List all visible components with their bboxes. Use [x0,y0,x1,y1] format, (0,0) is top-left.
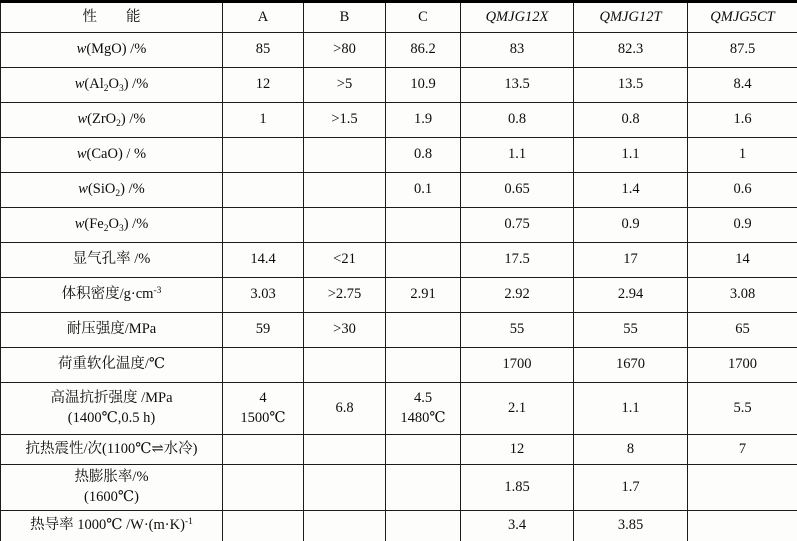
value-cell [688,511,797,541]
value-cell [304,208,386,243]
value-cell [223,465,304,511]
value-cell: 4.5 1480℃ [386,383,461,435]
value-cell [223,138,304,173]
value-cell: 1.1 [574,138,688,173]
table-row-5 [1,208,797,243]
value-cell: 3.85 [574,511,688,541]
value-cell: 1.7 [574,465,688,511]
value-cell: 83 [461,33,574,68]
value-cell: 86.2 [386,33,461,68]
value-cell: 5.5 [688,383,797,435]
row-label: w(SiO$_2$) /% [1,173,223,208]
table-row-3 [1,138,797,173]
value-cell: 14 [688,243,797,278]
value-cell: 1700 [688,348,797,383]
value-cell: 2.1 [461,383,574,435]
value-cell: 2.94 [574,278,688,313]
table-row-1 [1,68,797,103]
row-label: 荷重软化温度/℃ [1,348,223,383]
header-cell-6: QMJG5CT [688,2,797,33]
value-cell: 1.6 [688,103,797,138]
header-cell-3: C [386,2,461,33]
row-label: 热导率 1000℃ $/W\cdot(m\cdot K)^{-1}$ [1,511,223,541]
header-cell-4: QMJG12X [461,2,574,33]
value-cell: 12 [461,435,574,465]
value-cell: >1.5 [304,103,386,138]
row-label: 体积密度$/g\cdot cm^{-3}$ [1,278,223,313]
header-cell-0: 性 能 [1,2,223,33]
value-cell: 4 1500℃ [223,383,304,435]
value-cell: 14.4 [223,243,304,278]
value-cell: 10.9 [386,68,461,103]
value-cell: 1.4 [574,173,688,208]
row-label: w(CaO) / % [1,138,223,173]
row-label: $w(Fe_2O_3)$ /% [1,208,223,243]
value-cell: 65 [688,313,797,348]
value-cell: 85 [223,33,304,68]
value-cell [386,243,461,278]
value-cell [304,348,386,383]
value-cell [386,208,461,243]
table-row-9 [1,348,797,383]
table-row-8 [1,313,797,348]
value-cell: 1.1 [461,138,574,173]
value-cell: 0.8 [461,103,574,138]
value-cell: >5 [304,68,386,103]
value-cell [304,465,386,511]
value-cell: 8.4 [688,68,797,103]
value-cell: >80 [304,33,386,68]
value-cell [304,511,386,541]
value-cell [304,138,386,173]
value-cell: 1.85 [461,465,574,511]
value-cell [386,435,461,465]
value-cell: 6.8 [304,383,386,435]
value-cell [223,173,304,208]
table-row-11 [1,435,797,465]
value-cell: 13.5 [461,68,574,103]
value-cell: 8 [574,435,688,465]
value-cell: 3.08 [688,278,797,313]
value-cell [304,435,386,465]
value-cell: 0.75 [461,208,574,243]
value-cell [223,348,304,383]
value-cell: 0.9 [688,208,797,243]
row-label: 热膨胀率/% (1600℃) [1,465,223,511]
value-cell: 0.65 [461,173,574,208]
value-cell: 87.5 [688,33,797,68]
row-label: 显气孔率 /% [1,243,223,278]
value-cell: 3.4 [461,511,574,541]
value-cell [386,348,461,383]
row-label: 抗热震性/次(1100℃⇌水冷) [1,435,223,465]
value-cell [386,313,461,348]
value-cell: 59 [223,313,304,348]
row-label: w(ZrO$_2$) /% [1,103,223,138]
table-row-6 [1,243,797,278]
header-row [1,2,797,33]
table-body [1,33,797,541]
value-cell [304,173,386,208]
value-cell: 17.5 [461,243,574,278]
value-cell [688,465,797,511]
value-cell [223,511,304,541]
value-cell [386,465,461,511]
value-cell: 1.9 [386,103,461,138]
header-cell-2: B [304,2,386,33]
table-row-4 [1,173,797,208]
value-cell: >30 [304,313,386,348]
value-cell: >2.75 [304,278,386,313]
table-row-7 [1,278,797,313]
header-cell-5: QMJG12T [574,2,688,33]
value-cell: 2.92 [461,278,574,313]
value-cell [386,511,461,541]
value-cell: <21 [304,243,386,278]
value-cell: 13.5 [574,68,688,103]
value-cell: 7 [688,435,797,465]
value-cell: 1 [688,138,797,173]
table-row-0 [1,33,797,68]
value-cell: 1670 [574,348,688,383]
table-row-10 [1,383,797,435]
value-cell: 1 [223,103,304,138]
value-cell: 3.03 [223,278,304,313]
row-label: 耐压强度/MPa [1,313,223,348]
value-cell: 0.9 [574,208,688,243]
value-cell: 1.1 [574,383,688,435]
row-label: w(MgO) /% [1,33,223,68]
value-cell: 0.1 [386,173,461,208]
value-cell: 55 [461,313,574,348]
value-cell [223,208,304,243]
table-row-2 [1,103,797,138]
row-label: $w(Al_2O_3)$ /% [1,68,223,103]
table-header [1,2,797,33]
value-cell: 2.91 [386,278,461,313]
value-cell: 1700 [461,348,574,383]
value-cell: 0.8 [574,103,688,138]
table-row-12 [1,465,797,511]
value-cell: 0.6 [688,173,797,208]
value-cell: 12 [223,68,304,103]
value-cell: 82.3 [574,33,688,68]
value-cell: 55 [574,313,688,348]
row-label: 高温抗折强度 /MPa (1400℃,0.5 h) [1,383,223,435]
value-cell: 17 [574,243,688,278]
table-row-13 [1,511,797,541]
value-cell: 0.8 [386,138,461,173]
value-cell [223,435,304,465]
header-cell-1: A [223,2,304,33]
